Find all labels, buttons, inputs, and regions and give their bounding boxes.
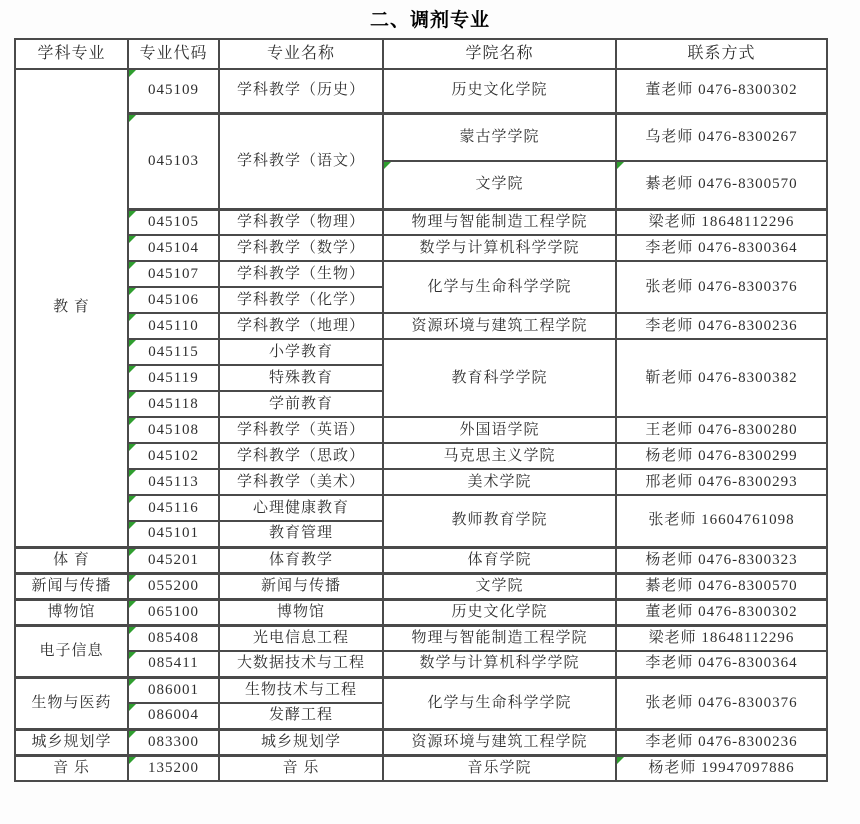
cell-text: 杨老师 0476-8300299 bbox=[645, 447, 798, 464]
table-row bbox=[15, 209, 827, 235]
cell-text: 资源环境与建筑工程学院 bbox=[411, 317, 588, 334]
cell-text: 045109 bbox=[148, 82, 199, 99]
cell-text: 光电信息工程 bbox=[252, 629, 349, 646]
cell-text: 音乐学院 bbox=[467, 759, 532, 776]
cell-text: 乌老师 0476-8300267 bbox=[645, 128, 798, 145]
cell-flag-icon bbox=[129, 757, 136, 764]
table-cell bbox=[383, 677, 616, 729]
table-cell bbox=[128, 69, 219, 113]
table-cell bbox=[128, 599, 219, 625]
table-cell bbox=[15, 729, 128, 755]
cell-text: 靳老师 0476-8300382 bbox=[645, 369, 798, 386]
cell-text: 马克思主义学院 bbox=[443, 447, 556, 464]
cell-text: 045115 bbox=[148, 343, 199, 360]
cell-text: 生物技术与工程 bbox=[244, 681, 357, 698]
column-header: 学院名称 bbox=[383, 39, 616, 69]
table-cell bbox=[128, 755, 219, 781]
cell-text: 历史文化学院 bbox=[451, 82, 548, 99]
cell-text: 045102 bbox=[148, 447, 199, 464]
cell-flag-icon bbox=[129, 627, 136, 634]
cell-text: 教 育 bbox=[53, 299, 90, 316]
table-cell bbox=[15, 547, 128, 573]
cell-text: 生物与医药 bbox=[31, 694, 112, 711]
table-cell bbox=[616, 161, 827, 209]
cell-text: 085408 bbox=[148, 629, 199, 646]
table-cell bbox=[128, 573, 219, 599]
cell-flag-icon bbox=[129, 211, 136, 218]
table-cell bbox=[383, 729, 616, 755]
cell-text: 086004 bbox=[148, 707, 199, 724]
table-cell bbox=[616, 469, 827, 495]
table-cell bbox=[616, 209, 827, 235]
table-cell bbox=[128, 417, 219, 443]
table-cell bbox=[616, 625, 827, 651]
table-cell bbox=[128, 209, 219, 235]
cell-text: 李老师 0476-8300236 bbox=[645, 317, 798, 334]
column-header: 联系方式 bbox=[616, 39, 827, 69]
cell-text: 杨老师 0476-8300323 bbox=[645, 551, 798, 568]
table-cell bbox=[128, 287, 219, 313]
table-cell bbox=[616, 261, 827, 313]
cell-text: 文学院 bbox=[475, 577, 524, 594]
cell-text: 外国语学院 bbox=[459, 421, 540, 438]
table-cell bbox=[383, 417, 616, 443]
table-cell bbox=[616, 339, 827, 417]
table-cell bbox=[219, 235, 383, 261]
table-cell bbox=[616, 417, 827, 443]
table-cell bbox=[219, 365, 383, 391]
cell-flag-icon bbox=[129, 70, 136, 77]
cell-text: 化学与生命科学学院 bbox=[427, 278, 572, 295]
cell-text: 小学教育 bbox=[268, 343, 333, 360]
table-cell bbox=[616, 729, 827, 755]
cell-text: 学科教学（思政） bbox=[236, 447, 365, 464]
table-cell bbox=[219, 391, 383, 417]
table-cell bbox=[219, 755, 383, 781]
table-cell bbox=[219, 703, 383, 729]
cell-text: 045110 bbox=[148, 317, 199, 334]
cell-flag-icon bbox=[129, 496, 136, 503]
table-cell bbox=[383, 69, 616, 113]
cell-text: 045118 bbox=[148, 395, 199, 412]
table-cell bbox=[616, 443, 827, 469]
cell-text: 城乡规划学 bbox=[260, 733, 341, 750]
cell-text: 学科教学（美术） bbox=[236, 473, 365, 490]
cell-text: 135200 bbox=[148, 759, 199, 776]
cell-text: 045105 bbox=[148, 213, 199, 230]
table-cell bbox=[15, 599, 128, 625]
cell-text: 教育科学学院 bbox=[451, 369, 548, 386]
table-row bbox=[15, 113, 827, 161]
cell-text: 音 乐 bbox=[53, 759, 90, 776]
cell-text: 张老师 16604761098 bbox=[648, 512, 795, 529]
table-row bbox=[15, 495, 827, 521]
table-cell bbox=[128, 261, 219, 287]
cell-text: 045107 bbox=[148, 265, 199, 282]
cell-text: 梁老师 18648112296 bbox=[648, 629, 795, 646]
table-header-row bbox=[15, 39, 827, 69]
table-cell bbox=[616, 313, 827, 339]
cell-text: 045103 bbox=[148, 152, 199, 169]
cell-flag-icon bbox=[129, 236, 136, 243]
cell-flag-icon bbox=[129, 549, 136, 556]
table-cell bbox=[128, 729, 219, 755]
cell-text: 045101 bbox=[148, 525, 199, 542]
cell-text: 王老师 0476-8300280 bbox=[645, 421, 798, 438]
table-cell bbox=[128, 625, 219, 651]
cell-text: 特殊教育 bbox=[268, 369, 333, 386]
cell-text: 体育学院 bbox=[467, 551, 532, 568]
cell-text: 数学与计算机科学学院 bbox=[419, 655, 580, 672]
table-cell bbox=[219, 287, 383, 313]
cell-text: 邢老师 0476-8300293 bbox=[645, 473, 798, 490]
table-cell bbox=[616, 573, 827, 599]
cell-flag-icon bbox=[129, 340, 136, 347]
table-row bbox=[15, 573, 827, 599]
column-header: 学科专业 bbox=[15, 39, 128, 69]
cell-text: 学前教育 bbox=[268, 395, 333, 412]
cell-text: 新闻与传播 bbox=[31, 577, 112, 594]
table-cell bbox=[219, 339, 383, 365]
cell-flag-icon bbox=[129, 575, 136, 582]
table-cell bbox=[219, 261, 383, 287]
table-cell bbox=[383, 469, 616, 495]
cell-text: 李老师 0476-8300364 bbox=[645, 239, 798, 256]
cell-text: 045108 bbox=[148, 421, 199, 438]
cell-flag-icon bbox=[129, 470, 136, 477]
cell-flag-icon bbox=[617, 162, 624, 169]
cell-text: 李老师 0476-8300364 bbox=[645, 655, 798, 672]
cell-text: 张老师 0476-8300376 bbox=[645, 694, 798, 711]
table-cell bbox=[383, 495, 616, 547]
table-cell bbox=[219, 677, 383, 703]
cell-text: 梁老师 18648112296 bbox=[648, 213, 795, 230]
table-cell bbox=[383, 573, 616, 599]
table-cell bbox=[383, 755, 616, 781]
cell-flag-icon bbox=[129, 522, 136, 529]
table-cell bbox=[616, 235, 827, 261]
table-cell bbox=[15, 625, 128, 677]
cell-flag-icon bbox=[384, 162, 391, 169]
cell-text: 大数据技术与工程 bbox=[236, 655, 365, 672]
table-cell bbox=[15, 677, 128, 729]
table-row bbox=[15, 547, 827, 573]
cell-text: 055200 bbox=[148, 577, 199, 594]
table-row bbox=[15, 625, 827, 651]
cell-text: 董老师 0476-8300302 bbox=[645, 82, 798, 99]
cell-text: 蒙古学学院 bbox=[459, 128, 540, 145]
cell-flag-icon bbox=[129, 418, 136, 425]
cell-text: 博物馆 bbox=[47, 603, 96, 620]
cell-flag-icon bbox=[129, 731, 136, 738]
table-cell bbox=[383, 235, 616, 261]
column-header: 专业代码 bbox=[128, 39, 219, 69]
table-row bbox=[15, 755, 827, 781]
table-cell bbox=[616, 677, 827, 729]
table-cell bbox=[383, 209, 616, 235]
table-cell bbox=[383, 651, 616, 677]
cell-text: 教师教育学院 bbox=[451, 512, 548, 529]
cell-text: 学科教学（历史） bbox=[236, 82, 365, 99]
cell-text: 新闻与传播 bbox=[260, 577, 341, 594]
table-cell bbox=[219, 521, 383, 547]
cell-text: 杨老师 19947097886 bbox=[648, 759, 795, 776]
cell-text: 学科教学（地理） bbox=[236, 317, 365, 334]
cell-text: 城乡规划学 bbox=[31, 733, 112, 750]
cell-text: 李老师 0476-8300236 bbox=[645, 733, 798, 750]
table-cell bbox=[616, 755, 827, 781]
table-cell bbox=[219, 547, 383, 573]
page-title: 二、调剂专业 bbox=[369, 10, 490, 31]
cell-text: 教育管理 bbox=[268, 525, 333, 542]
cell-text: 学科教学（数学） bbox=[236, 239, 365, 256]
cell-text: 綦老师 0476-8300570 bbox=[645, 577, 798, 594]
table-row bbox=[15, 261, 827, 287]
cell-text: 学科教学（英语） bbox=[236, 421, 365, 438]
cell-text: 化学与生命科学学院 bbox=[427, 694, 572, 711]
table-cell bbox=[383, 547, 616, 573]
table-cell bbox=[128, 469, 219, 495]
cell-text: 045113 bbox=[148, 473, 199, 490]
cell-text: 体育教学 bbox=[268, 551, 333, 568]
table-row bbox=[15, 469, 827, 495]
table-cell bbox=[383, 113, 616, 161]
table-cell bbox=[616, 599, 827, 625]
cell-text: 045104 bbox=[148, 239, 199, 256]
table-cell bbox=[219, 443, 383, 469]
cell-text: 086001 bbox=[148, 681, 199, 698]
table-cell bbox=[219, 573, 383, 599]
cell-text: 历史文化学院 bbox=[451, 603, 548, 620]
table-cell bbox=[15, 755, 128, 781]
cell-text: 董老师 0476-8300302 bbox=[645, 603, 798, 620]
cell-flag-icon bbox=[617, 757, 624, 764]
table-cell bbox=[128, 391, 219, 417]
cell-flag-icon bbox=[129, 444, 136, 451]
table-cell bbox=[128, 703, 219, 729]
table-cell bbox=[383, 261, 616, 313]
table-cell bbox=[128, 495, 219, 521]
cell-text: 学科教学（语文） bbox=[236, 152, 365, 169]
transfer-majors-table bbox=[14, 38, 828, 782]
cell-text: 学科教学（生物） bbox=[236, 265, 365, 282]
table-row bbox=[15, 339, 827, 365]
cell-text: 物理与智能制造工程学院 bbox=[411, 629, 588, 646]
table-cell bbox=[616, 547, 827, 573]
table-cell bbox=[15, 573, 128, 599]
cell-text: 045119 bbox=[148, 369, 199, 386]
table-cell bbox=[616, 495, 827, 547]
cell-flag-icon bbox=[129, 392, 136, 399]
table-row bbox=[15, 69, 827, 113]
table-cell bbox=[219, 651, 383, 677]
table-cell bbox=[128, 113, 219, 209]
cell-text: 045201 bbox=[148, 551, 199, 568]
table-cell bbox=[128, 443, 219, 469]
cell-text: 发酵工程 bbox=[268, 707, 333, 724]
cell-text: 045116 bbox=[148, 499, 199, 516]
table-cell bbox=[219, 625, 383, 651]
cell-flag-icon bbox=[129, 262, 136, 269]
cell-text: 045106 bbox=[148, 291, 199, 308]
table-cell bbox=[128, 651, 219, 677]
table-row bbox=[15, 677, 827, 703]
cell-text: 083300 bbox=[148, 733, 199, 750]
table-row bbox=[15, 599, 827, 625]
table-cell bbox=[128, 521, 219, 547]
table-cell bbox=[383, 339, 616, 417]
cell-flag-icon bbox=[129, 314, 136, 321]
cell-flag-icon bbox=[129, 366, 136, 373]
table-cell bbox=[128, 235, 219, 261]
cell-text: 数学与计算机科学学院 bbox=[419, 239, 580, 256]
table-cell bbox=[15, 69, 128, 547]
table-body bbox=[15, 69, 827, 781]
cell-flag-icon bbox=[129, 115, 136, 122]
cell-text: 心理健康教育 bbox=[252, 499, 349, 516]
table-cell bbox=[383, 161, 616, 209]
cell-text: 音 乐 bbox=[282, 759, 320, 776]
cell-flag-icon bbox=[129, 601, 136, 608]
cell-text: 学科教学（化学） bbox=[236, 291, 365, 308]
table-cell bbox=[128, 313, 219, 339]
table-row bbox=[15, 417, 827, 443]
table-cell bbox=[219, 495, 383, 521]
cell-text: 065100 bbox=[148, 603, 199, 620]
cell-text: 电子信息 bbox=[39, 642, 104, 659]
cell-text: 綦老师 0476-8300570 bbox=[645, 176, 798, 193]
table-cell bbox=[219, 209, 383, 235]
cell-text: 张老师 0476-8300376 bbox=[645, 278, 798, 295]
table-cell bbox=[219, 599, 383, 625]
table-cell bbox=[219, 113, 383, 209]
table-row bbox=[15, 651, 827, 677]
table-row bbox=[15, 443, 827, 469]
table-cell bbox=[219, 729, 383, 755]
cell-text: 物理与智能制造工程学院 bbox=[411, 213, 588, 230]
table-row bbox=[15, 729, 827, 755]
table-cell bbox=[219, 69, 383, 113]
table-cell bbox=[383, 443, 616, 469]
table-cell bbox=[219, 469, 383, 495]
table-cell bbox=[616, 651, 827, 677]
cell-text: 学科教学（物理） bbox=[236, 213, 365, 230]
cell-text: 美术学院 bbox=[467, 473, 532, 490]
table-cell bbox=[128, 365, 219, 391]
table-row bbox=[15, 313, 827, 339]
cell-flag-icon bbox=[129, 679, 136, 686]
cell-text: 文学院 bbox=[475, 176, 524, 193]
table-cell bbox=[128, 339, 219, 365]
cell-text: 体 育 bbox=[53, 551, 90, 568]
cell-text: 085411 bbox=[148, 655, 199, 672]
table-cell bbox=[219, 417, 383, 443]
table-cell bbox=[383, 625, 616, 651]
table-cell bbox=[128, 547, 219, 573]
table-cell bbox=[616, 69, 827, 113]
table-cell bbox=[383, 599, 616, 625]
cell-text: 博物馆 bbox=[276, 603, 325, 620]
cell-flag-icon bbox=[129, 704, 136, 711]
column-header: 专业名称 bbox=[219, 39, 383, 69]
table-cell bbox=[219, 313, 383, 339]
table-cell bbox=[383, 313, 616, 339]
cell-flag-icon bbox=[129, 288, 136, 295]
table-cell bbox=[128, 677, 219, 703]
cell-text: 资源环境与建筑工程学院 bbox=[411, 733, 588, 750]
cell-flag-icon bbox=[129, 652, 136, 659]
table-cell bbox=[616, 113, 827, 161]
table-row bbox=[15, 235, 827, 261]
